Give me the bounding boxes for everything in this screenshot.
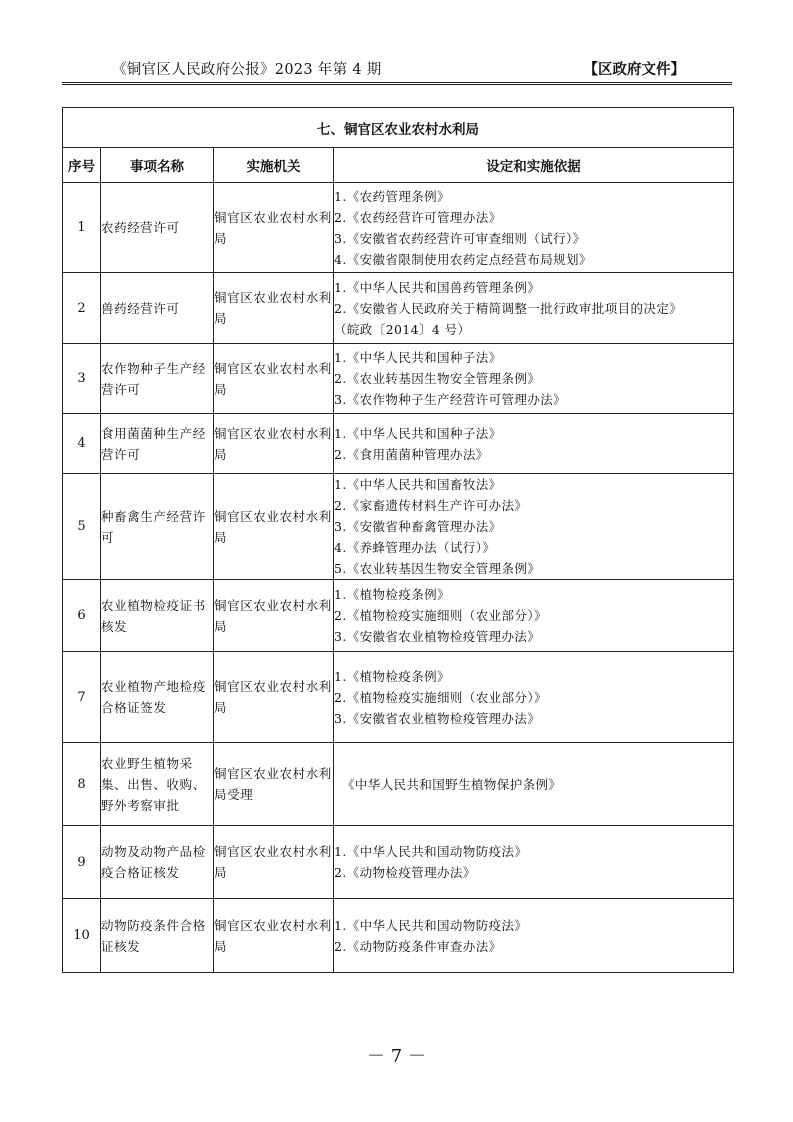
basis-line: 2.《家畜遗传材料生产许可办法》 [334,498,528,513]
basis-line: 5.《农业转基因生物安全管理条例》 [334,561,541,576]
implementing-agency: 铜官区农业农村水利局 [214,652,334,743]
item-name: 农药经营许可 [101,183,214,273]
basis-line: 4.《养蜂管理办法（试行）》 [334,540,496,555]
legal-basis [334,899,734,973]
basis-line: 3.《安徽省农业植物检疫管理办法》 [334,629,541,644]
item-name: 农业野生植物采集、出售、收购、野外考察审批 [101,743,214,826]
basis-line: 2.《农药经营许可管理办法》 [334,209,502,225]
basis-line: 1.《中华人民共和国种子法》 [334,425,502,441]
table-row [63,826,734,899]
basis-line: 1.《农药管理条例》 [334,188,450,204]
implementing-agency: 铜官区农业农村水利局 [214,273,334,344]
basis-line: 1.《中华人民共和国动物防疫法》 [334,917,528,933]
basis-line: 2.《农业转基因生物安全管理条例》 [334,371,541,386]
row-number: 6 [63,580,101,652]
basis-line: 《中华人民共和国野生植物保护条例》 [342,776,562,792]
row-number: 10 [63,899,101,973]
basis-line: 2.《动物防疫条件审查办法》 [334,938,502,954]
implementing-agency: 铜官区农业农村水利局 [214,344,334,414]
permit-table [62,107,734,973]
table-row [63,414,734,474]
table-row [63,652,734,743]
basis-line: 1.《植物检疫条例》 [334,668,450,684]
row-number: 8 [63,743,101,826]
header-rule [62,82,732,85]
item-name: 食用菌菌种生产经营许可 [101,414,214,474]
basis-line: 4.《安徽省限制使用农药定点经营布局规划》 [334,251,592,267]
legal-basis [334,273,734,344]
col-header-no: 序号 [63,148,101,183]
legal-basis [334,743,734,826]
implementing-agency: 铜官区农业农村水利局 [214,580,334,652]
basis-line: 3.《农作物种子生产经营许可管理办法》 [334,392,567,407]
basis-line: 3.《安徽省农业植物检疫管理办法》 [334,710,541,726]
basis-line: 3.《安徽省农药经营许可审查细则（试行）》 [334,230,586,246]
journal-header: 《铜官区人民政府公报》2023 年第 4 期 [112,62,382,78]
implementing-agency: 铜官区农业农村水利局 [214,826,334,899]
legal-basis [334,652,734,743]
basis-line: 1.《中华人民共和国种子法》 [334,350,502,365]
table-row [63,183,734,273]
legal-basis [334,183,734,273]
item-name: 农作物种子生产经营许可 [101,344,214,414]
row-number: 7 [63,652,101,743]
table-row [63,273,734,344]
item-name: 种畜禽生产经营许可 [101,474,214,580]
basis-line: 2.《食用菌菌种管理办法》 [334,446,489,462]
basis-line: （皖政〔2014〕4 号） [334,321,471,337]
item-name: 动物及动物产品检疫合格证核发 [101,826,214,899]
table-title: 七、铜官区农业农村水利局 [63,108,734,148]
table-row [63,580,734,652]
implementing-agency: 铜官区农业农村水利局受理 [214,743,334,826]
legal-basis [334,474,734,580]
implementing-agency: 铜官区农业农村水利局 [214,414,334,474]
col-header-basis: 设定和实施依据 [334,148,734,183]
table-row [63,474,734,580]
item-name: 农业植物产地检疫合格证签发 [101,652,214,743]
table-row [63,344,734,414]
row-number: 1 [63,183,101,273]
item-name: 兽药经营许可 [101,273,214,344]
col-header-name: 事项名称 [101,148,214,183]
page-number: － 7 － [367,1046,426,1067]
item-name: 动物防疫条件合格证核发 [101,899,214,973]
implementing-agency: 铜官区农业农村水利局 [214,183,334,273]
basis-line: 1.《中华人民共和国兽药管理条例》 [334,279,541,295]
table-body [63,183,734,973]
legal-basis [334,580,734,652]
row-number: 5 [63,474,101,580]
section-header: 【区政府文件】 [583,61,685,78]
table-row [63,899,734,973]
basis-line: 3.《安徽省种畜禽管理办法》 [334,519,502,534]
basis-line: 2.《植物检疫实施细则（农业部分）》 [334,608,547,623]
table-row [63,743,734,826]
implementing-agency: 铜官区农业农村水利局 [214,474,334,580]
row-number: 2 [63,273,101,344]
row-number: 9 [63,826,101,899]
implementing-agency: 铜官区农业农村水利局 [214,899,334,973]
legal-basis [334,826,734,899]
basis-line: 1.《中华人民共和国动物防疫法》 [334,844,528,859]
basis-line: 2.《植物检疫实施细则（农业部分）》 [334,689,547,705]
basis-line: 2.《安徽省人民政府关于精简调整一批行政审批项目的决定》 [334,300,683,316]
legal-basis [334,414,734,474]
row-number: 4 [63,414,101,474]
row-number: 3 [63,344,101,414]
basis-line: 2.《动物检疫管理办法》 [334,865,476,880]
col-header-org: 实施机关 [214,148,334,183]
legal-basis [334,344,734,414]
basis-line: 1.《中华人民共和国畜牧法》 [334,477,502,492]
basis-line: 1.《植物检疫条例》 [334,587,450,602]
item-name: 农业植物检疫证书核发 [101,580,214,652]
